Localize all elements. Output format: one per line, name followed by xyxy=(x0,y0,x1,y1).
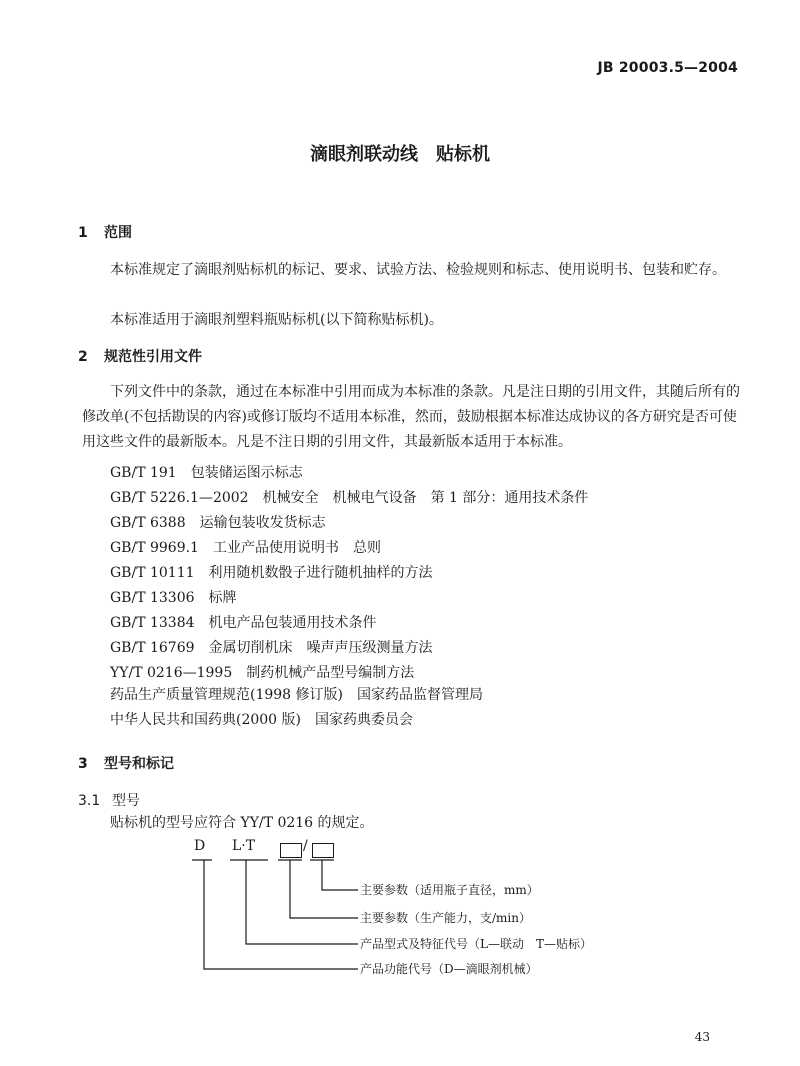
subsection-3-1-heading xyxy=(78,790,140,810)
code-letters-lt: L·T xyxy=(232,838,256,854)
reference-item: GB/T 5226.1—2002 机械安全 机械电气设备 第 1 部分：通用技术条件 xyxy=(110,490,589,506)
diagram-label: 主要参数（生产能力，支/min） xyxy=(360,911,531,925)
section-2-paragraph-1: 下列文件中的条款，通过在本标准中引用而成为本标准的条款。凡是注日期的引用文件，其随后所有的修改单(不包括勘误的内容)或修订版均不适用本标准，然而，鼓励根据本标准达成协议的各方研究是否可使用这些文件的最新版本。凡是不注日期的引用文件，其最新版本适用于本标准。 xyxy=(82,384,740,450)
document-title: 滴眼剂联动线 贴标机 xyxy=(310,144,490,165)
reference-item-plain: 药品生产质量管理规范(1998 修订版) 国家药品监督管理局 xyxy=(110,687,484,703)
page-number: 43 xyxy=(694,1030,710,1044)
section-number: 1 xyxy=(78,225,88,241)
section-title: 型号和标记 xyxy=(104,756,174,772)
subsection-3-1-paragraph: 贴标机的型号应符合 YY/T 0216 的规定。 xyxy=(110,815,374,831)
reference-item: GB/T 16769 金属切削机床 噪声声压级测量方法 xyxy=(110,640,433,656)
section-title: 范围 xyxy=(104,225,132,241)
reference-item: GB/T 13384 机电产品包装通用技术条件 xyxy=(110,615,377,631)
reference-item: GB/T 10111 利用随机数骰子进行随机抽样的方法 xyxy=(110,565,433,581)
reference-item-plain: 中华人民共和国药典(2000 版) 国家药典委员会 xyxy=(110,712,414,728)
reference-item: GB/T 9969.1 工业产品使用说明书 总则 xyxy=(110,540,381,556)
code-slash: / xyxy=(303,838,308,854)
reference-item: GB/T 191 包装储运图示标志 xyxy=(110,465,303,481)
section-number: 2 xyxy=(78,349,88,365)
section-1-paragraph-2: 本标准适用于滴眼剂塑料瓶贴标机(以下简称贴标机)。 xyxy=(110,312,443,328)
reference-item: GB/T 13306 标牌 xyxy=(110,590,237,606)
reference-item: GB/T 6388 运输包装收发货标志 xyxy=(110,515,326,531)
section-title: 规范性引用文件 xyxy=(104,349,202,365)
diagram-label: 产品功能代号（D—滴眼剂机械） xyxy=(360,962,538,976)
code-letter-d: D xyxy=(194,838,206,854)
param-box-2 xyxy=(312,843,334,858)
section-1-paragraph-1: 本标准规定了滴眼剂贴标机的标记、要求、试验方法、检验规则和标志、使用说明书、包装和贮存。 xyxy=(110,262,726,278)
section-2-heading xyxy=(78,346,202,366)
model-code-diagram xyxy=(180,838,620,988)
subsection-title: 型号 xyxy=(112,793,140,809)
section-3-heading xyxy=(78,753,174,773)
subsection-number: 3.1 xyxy=(78,793,101,809)
diagram-label: 产品型式及特征代号（L—联动 T—贴标） xyxy=(360,937,592,951)
section-1-heading xyxy=(78,222,132,242)
param-box-1 xyxy=(280,843,302,858)
diagram-label: 主要参数（适用瓶子直径，mm） xyxy=(360,883,539,897)
section-number: 3 xyxy=(78,756,88,772)
standard-number: JB 20003.5—2004 xyxy=(597,60,738,76)
reference-item: YY/T 0216—1995 制药机械产品型号编制方法 xyxy=(110,665,415,681)
